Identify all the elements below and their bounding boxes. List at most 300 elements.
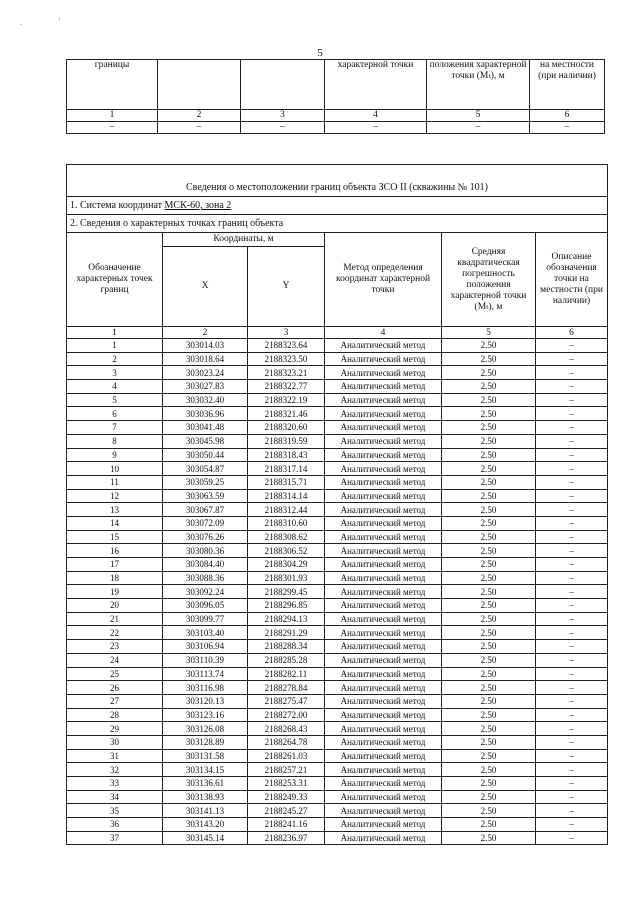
y-coordinate: 2188294.13 (248, 612, 325, 626)
point-number: 26 (67, 681, 163, 695)
point-number: 11 (67, 475, 163, 489)
method: Аналитический метод (325, 585, 442, 599)
col-number: 3 (248, 327, 325, 339)
method: Аналитический метод (325, 558, 442, 572)
x-coordinate: 303131.58 (163, 749, 248, 763)
accuracy-value: 2.50 (442, 475, 536, 489)
coordinates-header: Координаты, м (163, 233, 325, 247)
point-number: 12 (67, 489, 163, 503)
table-row (67, 708, 608, 722)
y-coordinate: 2188301.93 (248, 571, 325, 585)
description: – (536, 626, 608, 640)
y-coordinate: 2188319.59 (248, 434, 325, 448)
dash-cell: – (530, 122, 605, 134)
point-number: 21 (67, 612, 163, 626)
description: – (536, 434, 608, 448)
header-cell: положения характерной точки (Mₜ), м (427, 60, 530, 110)
coordinate-system-label: 1. Система координат (70, 200, 163, 211)
accuracy-value: 2.50 (442, 735, 536, 749)
x-coordinate: 303113.74 (163, 667, 248, 681)
x-coordinate: 303110.39 (163, 653, 248, 667)
section-title: Сведения о местоположении границ объекта ЗСО II (скважины № 101) (67, 165, 608, 197)
point-number: 5 (67, 393, 163, 407)
point-number: 37 (67, 831, 163, 845)
x-coordinate: 303120.13 (163, 694, 248, 708)
col-number: 6 (530, 110, 605, 122)
dash-cell: – (158, 122, 241, 134)
method: Аналитический метод (325, 571, 442, 585)
method: Аналитический метод (325, 612, 442, 626)
x-coordinate: 303143.20 (163, 818, 248, 832)
y-coordinate: 2188323.50 (248, 352, 325, 366)
description: – (536, 763, 608, 777)
y-coordinate: 2188308.62 (248, 530, 325, 544)
accuracy-value: 2.50 (442, 818, 536, 832)
method: Аналитический метод (325, 380, 442, 394)
method: Аналитический метод (325, 339, 442, 353)
method: Аналитический метод (325, 503, 442, 517)
table-row (67, 380, 608, 394)
x-coordinate: 303027.83 (163, 380, 248, 394)
description: – (536, 421, 608, 435)
y-coordinate: 2188299.45 (248, 585, 325, 599)
y-coordinate: 2188264.78 (248, 735, 325, 749)
x-coordinate: 303084.40 (163, 558, 248, 572)
accuracy-value: 2.50 (442, 393, 536, 407)
y-coordinate: 2188261.03 (248, 749, 325, 763)
x-coordinate: 303076.26 (163, 530, 248, 544)
col-number: 2 (158, 110, 241, 122)
method: Аналитический метод (325, 475, 442, 489)
point-number: 18 (67, 571, 163, 585)
continued-table (66, 59, 605, 134)
description: – (536, 462, 608, 476)
coordinate-system-row (67, 197, 608, 215)
dash-cell: – (241, 122, 325, 134)
point-number: 16 (67, 544, 163, 558)
x-coordinate: 303018.64 (163, 352, 248, 366)
x-coordinate: 303134.15 (163, 763, 248, 777)
accuracy-value: 2.50 (442, 777, 536, 791)
x-coordinate: 303059.25 (163, 475, 248, 489)
accuracy-header: Средняя квадратическая погрешность положения характерной точки (Mₜ), м (442, 233, 536, 327)
table-row (67, 393, 608, 407)
accuracy-value: 2.50 (442, 640, 536, 654)
point-designation-header: Обозначение характерных точек границ (67, 233, 163, 327)
accuracy-value: 2.50 (442, 763, 536, 777)
table-row (67, 530, 608, 544)
y-coordinate: 2188323.64 (248, 339, 325, 353)
method: Аналитический метод (325, 667, 442, 681)
column-number-row (67, 327, 608, 339)
point-number: 3 (67, 366, 163, 380)
method: Аналитический метод (325, 777, 442, 791)
table-row (67, 503, 608, 517)
accuracy-value: 2.50 (442, 722, 536, 736)
y-coordinate: 2188236.97 (248, 831, 325, 845)
subsection-row (67, 215, 608, 233)
table-row (67, 777, 608, 791)
point-number: 8 (67, 434, 163, 448)
point-number: 23 (67, 640, 163, 654)
method: Аналитический метод (325, 708, 442, 722)
description: – (536, 558, 608, 572)
description: – (536, 503, 608, 517)
table-row (67, 735, 608, 749)
x-coordinate: 303041.48 (163, 421, 248, 435)
point-number: 7 (67, 421, 163, 435)
point-number: 14 (67, 516, 163, 530)
x-coordinate: 303023.24 (163, 366, 248, 380)
description: – (536, 489, 608, 503)
description: – (536, 448, 608, 462)
accuracy-value: 2.50 (442, 434, 536, 448)
y-coordinate: 2188306.52 (248, 544, 325, 558)
y-coordinate: 2188245.27 (248, 804, 325, 818)
x-coordinate: 303116.98 (163, 681, 248, 695)
point-number: 34 (67, 790, 163, 804)
table-row (67, 599, 608, 613)
accuracy-value: 2.50 (442, 708, 536, 722)
method: Аналитический метод (325, 393, 442, 407)
description: – (536, 694, 608, 708)
col-number: 3 (241, 110, 325, 122)
method: Аналитический метод (325, 516, 442, 530)
point-number: 35 (67, 804, 163, 818)
x-coordinate: 303136.61 (163, 777, 248, 791)
y-header: Y (248, 247, 325, 327)
accuracy-value: 2.50 (442, 558, 536, 572)
table-row (67, 516, 608, 530)
y-coordinate: 2188291.29 (248, 626, 325, 640)
accuracy-value: 2.50 (442, 585, 536, 599)
header-cell (158, 60, 241, 110)
x-coordinate: 303054.87 (163, 462, 248, 476)
y-coordinate: 2188249.33 (248, 790, 325, 804)
description: – (536, 667, 608, 681)
header-cell: на местности (при наличии) (530, 60, 605, 110)
col-number: 5 (427, 110, 530, 122)
y-coordinate: 2188318.43 (248, 448, 325, 462)
boundary-points-table (66, 164, 608, 845)
point-number: 9 (67, 448, 163, 462)
table-row (67, 722, 608, 736)
accuracy-value: 2.50 (442, 448, 536, 462)
method: Аналитический метод (325, 421, 442, 435)
method: Аналитический метод (325, 626, 442, 640)
method: Аналитический метод (325, 722, 442, 736)
accuracy-value: 2.50 (442, 366, 536, 380)
method-header: Метод определения координат характерной точки (325, 233, 442, 327)
description: – (536, 475, 608, 489)
point-number: 25 (67, 667, 163, 681)
x-coordinate: 303088.36 (163, 571, 248, 585)
method: Аналитический метод (325, 653, 442, 667)
accuracy-value: 2.50 (442, 694, 536, 708)
x-coordinate: 303099.77 (163, 612, 248, 626)
accuracy-value: 2.50 (442, 681, 536, 695)
table-row (67, 462, 608, 476)
accuracy-value: 2.50 (442, 530, 536, 544)
accuracy-value: 2.50 (442, 626, 536, 640)
method: Аналитический метод (325, 681, 442, 695)
table-row (67, 571, 608, 585)
method: Аналитический метод (325, 462, 442, 476)
table-row (67, 694, 608, 708)
continued-header-row (67, 60, 605, 110)
description: – (536, 352, 608, 366)
accuracy-value: 2.50 (442, 571, 536, 585)
description: – (536, 599, 608, 613)
header-cell: границы (67, 60, 158, 110)
col-number: 1 (67, 110, 158, 122)
y-coordinate: 2188278.84 (248, 681, 325, 695)
table-row (67, 339, 608, 353)
y-coordinate: 2188314.14 (248, 489, 325, 503)
accuracy-value: 2.50 (442, 380, 536, 394)
table-row (67, 653, 608, 667)
accuracy-value: 2.50 (442, 653, 536, 667)
accuracy-value: 2.50 (442, 516, 536, 530)
point-number: 1 (67, 339, 163, 353)
method: Аналитический метод (325, 544, 442, 558)
point-number: 13 (67, 503, 163, 517)
method: Аналитический метод (325, 749, 442, 763)
x-coordinate: 303106.94 (163, 640, 248, 654)
description: – (536, 544, 608, 558)
point-number: 28 (67, 708, 163, 722)
accuracy-value: 2.50 (442, 407, 536, 421)
x-header: X (163, 247, 248, 327)
x-coordinate: 303067.87 (163, 503, 248, 517)
point-number: 29 (67, 722, 163, 736)
point-number: 4 (67, 380, 163, 394)
y-coordinate: 2188310.60 (248, 516, 325, 530)
point-number: 20 (67, 599, 163, 613)
x-coordinate: 303103.40 (163, 626, 248, 640)
header-cell: характерной точки (325, 60, 427, 110)
description-header: Описание обозначения точки на местности (при наличии) (536, 233, 608, 327)
y-coordinate: 2188268.43 (248, 722, 325, 736)
table-row (67, 489, 608, 503)
description: – (536, 585, 608, 599)
y-coordinate: 2188322.19 (248, 393, 325, 407)
x-coordinate: 303096.05 (163, 599, 248, 613)
scan-speck: . (20, 18, 22, 27)
accuracy-value: 2.50 (442, 599, 536, 613)
description: – (536, 407, 608, 421)
table-row (67, 681, 608, 695)
table-row (67, 612, 608, 626)
description: – (536, 708, 608, 722)
table-row (67, 831, 608, 845)
y-coordinate: 2188304.29 (248, 558, 325, 572)
description: – (536, 735, 608, 749)
table-row (67, 749, 608, 763)
accuracy-value: 2.50 (442, 749, 536, 763)
description: – (536, 818, 608, 832)
table-row (67, 407, 608, 421)
table-row (67, 585, 608, 599)
method: Аналитический метод (325, 366, 442, 380)
y-coordinate: 2188253.31 (248, 777, 325, 791)
point-number: 6 (67, 407, 163, 421)
description: – (536, 393, 608, 407)
description: – (536, 790, 608, 804)
x-coordinate: 303036.96 (163, 407, 248, 421)
method: Аналитический метод (325, 448, 442, 462)
method: Аналитический метод (325, 818, 442, 832)
method: Аналитический метод (325, 831, 442, 845)
description: – (536, 516, 608, 530)
dash-cell: – (427, 122, 530, 134)
table-row (67, 558, 608, 572)
method: Аналитический метод (325, 763, 442, 777)
description: – (536, 380, 608, 394)
point-number: 27 (67, 694, 163, 708)
x-coordinate: 303126.08 (163, 722, 248, 736)
description: – (536, 722, 608, 736)
continued-number-row (67, 110, 605, 122)
point-number: 32 (67, 763, 163, 777)
method: Аналитический метод (325, 694, 442, 708)
table-row (67, 763, 608, 777)
method: Аналитический метод (325, 599, 442, 613)
x-coordinate: 303045.98 (163, 434, 248, 448)
accuracy-value: 2.50 (442, 462, 536, 476)
accuracy-value: 2.50 (442, 544, 536, 558)
x-coordinate: 303128.89 (163, 735, 248, 749)
dash-cell: – (325, 122, 427, 134)
table-row (67, 434, 608, 448)
method: Аналитический метод (325, 434, 442, 448)
description: – (536, 339, 608, 353)
x-coordinate: 303145.14 (163, 831, 248, 845)
coordinate-system-value: МСК-60, зона 2 (164, 200, 232, 211)
x-coordinate: 303123.16 (163, 708, 248, 722)
dash-cell: – (67, 122, 158, 134)
description: – (536, 653, 608, 667)
method: Аналитический метод (325, 489, 442, 503)
method: Аналитический метод (325, 352, 442, 366)
col-number: 2 (163, 327, 248, 339)
accuracy-value: 2.50 (442, 612, 536, 626)
scan-speck: › (58, 14, 61, 23)
y-coordinate: 2188317.14 (248, 462, 325, 476)
point-number: 17 (67, 558, 163, 572)
point-number: 31 (67, 749, 163, 763)
accuracy-value: 2.50 (442, 503, 536, 517)
subsection-title: 2. Сведения о характерных точках границ объекта (67, 215, 608, 233)
description: – (536, 749, 608, 763)
table-row (67, 366, 608, 380)
y-coordinate: 2188288.34 (248, 640, 325, 654)
section-title-row (67, 165, 608, 197)
y-coordinate: 2188322.77 (248, 380, 325, 394)
continued-dash-row (67, 122, 605, 134)
table-row (67, 352, 608, 366)
col-number: 6 (536, 327, 608, 339)
description: – (536, 366, 608, 380)
col-number: 5 (442, 327, 536, 339)
y-coordinate: 2188285.28 (248, 653, 325, 667)
method: Аналитический метод (325, 640, 442, 654)
table-row (67, 818, 608, 832)
table-row (67, 475, 608, 489)
col-number: 4 (325, 327, 442, 339)
y-coordinate: 2188272.00 (248, 708, 325, 722)
point-number: 24 (67, 653, 163, 667)
y-coordinate: 2188296.85 (248, 599, 325, 613)
point-number: 36 (67, 818, 163, 832)
x-coordinate: 303032.40 (163, 393, 248, 407)
y-coordinate: 2188257.21 (248, 763, 325, 777)
accuracy-value: 2.50 (442, 790, 536, 804)
table-row (67, 421, 608, 435)
accuracy-value: 2.50 (442, 804, 536, 818)
table-row (67, 790, 608, 804)
accuracy-value: 2.50 (442, 352, 536, 366)
x-coordinate: 303138.93 (163, 790, 248, 804)
y-coordinate: 2188321.46 (248, 407, 325, 421)
x-coordinate: 303014.03 (163, 339, 248, 353)
description: – (536, 681, 608, 695)
table-row (67, 667, 608, 681)
table-row (67, 640, 608, 654)
y-coordinate: 2188315.71 (248, 475, 325, 489)
method: Аналитический метод (325, 804, 442, 818)
y-coordinate: 2188320.60 (248, 421, 325, 435)
description: – (536, 640, 608, 654)
page-number: 5 (317, 47, 323, 59)
x-coordinate: 303141.13 (163, 804, 248, 818)
x-coordinate: 303063.59 (163, 489, 248, 503)
point-number: 33 (67, 777, 163, 791)
method: Аналитический метод (325, 735, 442, 749)
description: – (536, 612, 608, 626)
x-coordinate: 303080.36 (163, 544, 248, 558)
accuracy-value: 2.50 (442, 831, 536, 845)
col-number: 1 (67, 327, 163, 339)
y-coordinate: 2188282.11 (248, 667, 325, 681)
method: Аналитический метод (325, 530, 442, 544)
coordinate-system (67, 197, 608, 215)
accuracy-value: 2.50 (442, 667, 536, 681)
header-row-1 (67, 233, 608, 247)
x-coordinate: 303092.24 (163, 585, 248, 599)
method: Аналитический метод (325, 790, 442, 804)
accuracy-value: 2.50 (442, 421, 536, 435)
point-number: 30 (67, 735, 163, 749)
x-coordinate: 303050.44 (163, 448, 248, 462)
accuracy-value: 2.50 (442, 489, 536, 503)
table-row (67, 544, 608, 558)
col-number: 4 (325, 110, 427, 122)
point-number: 15 (67, 530, 163, 544)
method: Аналитический метод (325, 407, 442, 421)
description: – (536, 571, 608, 585)
description: – (536, 530, 608, 544)
point-number: 22 (67, 626, 163, 640)
table-row (67, 804, 608, 818)
point-number: 19 (67, 585, 163, 599)
y-coordinate: 2188241.16 (248, 818, 325, 832)
accuracy-value: 2.50 (442, 339, 536, 353)
x-coordinate: 303072.09 (163, 516, 248, 530)
description: – (536, 804, 608, 818)
header-cell (241, 60, 325, 110)
table-row (67, 448, 608, 462)
